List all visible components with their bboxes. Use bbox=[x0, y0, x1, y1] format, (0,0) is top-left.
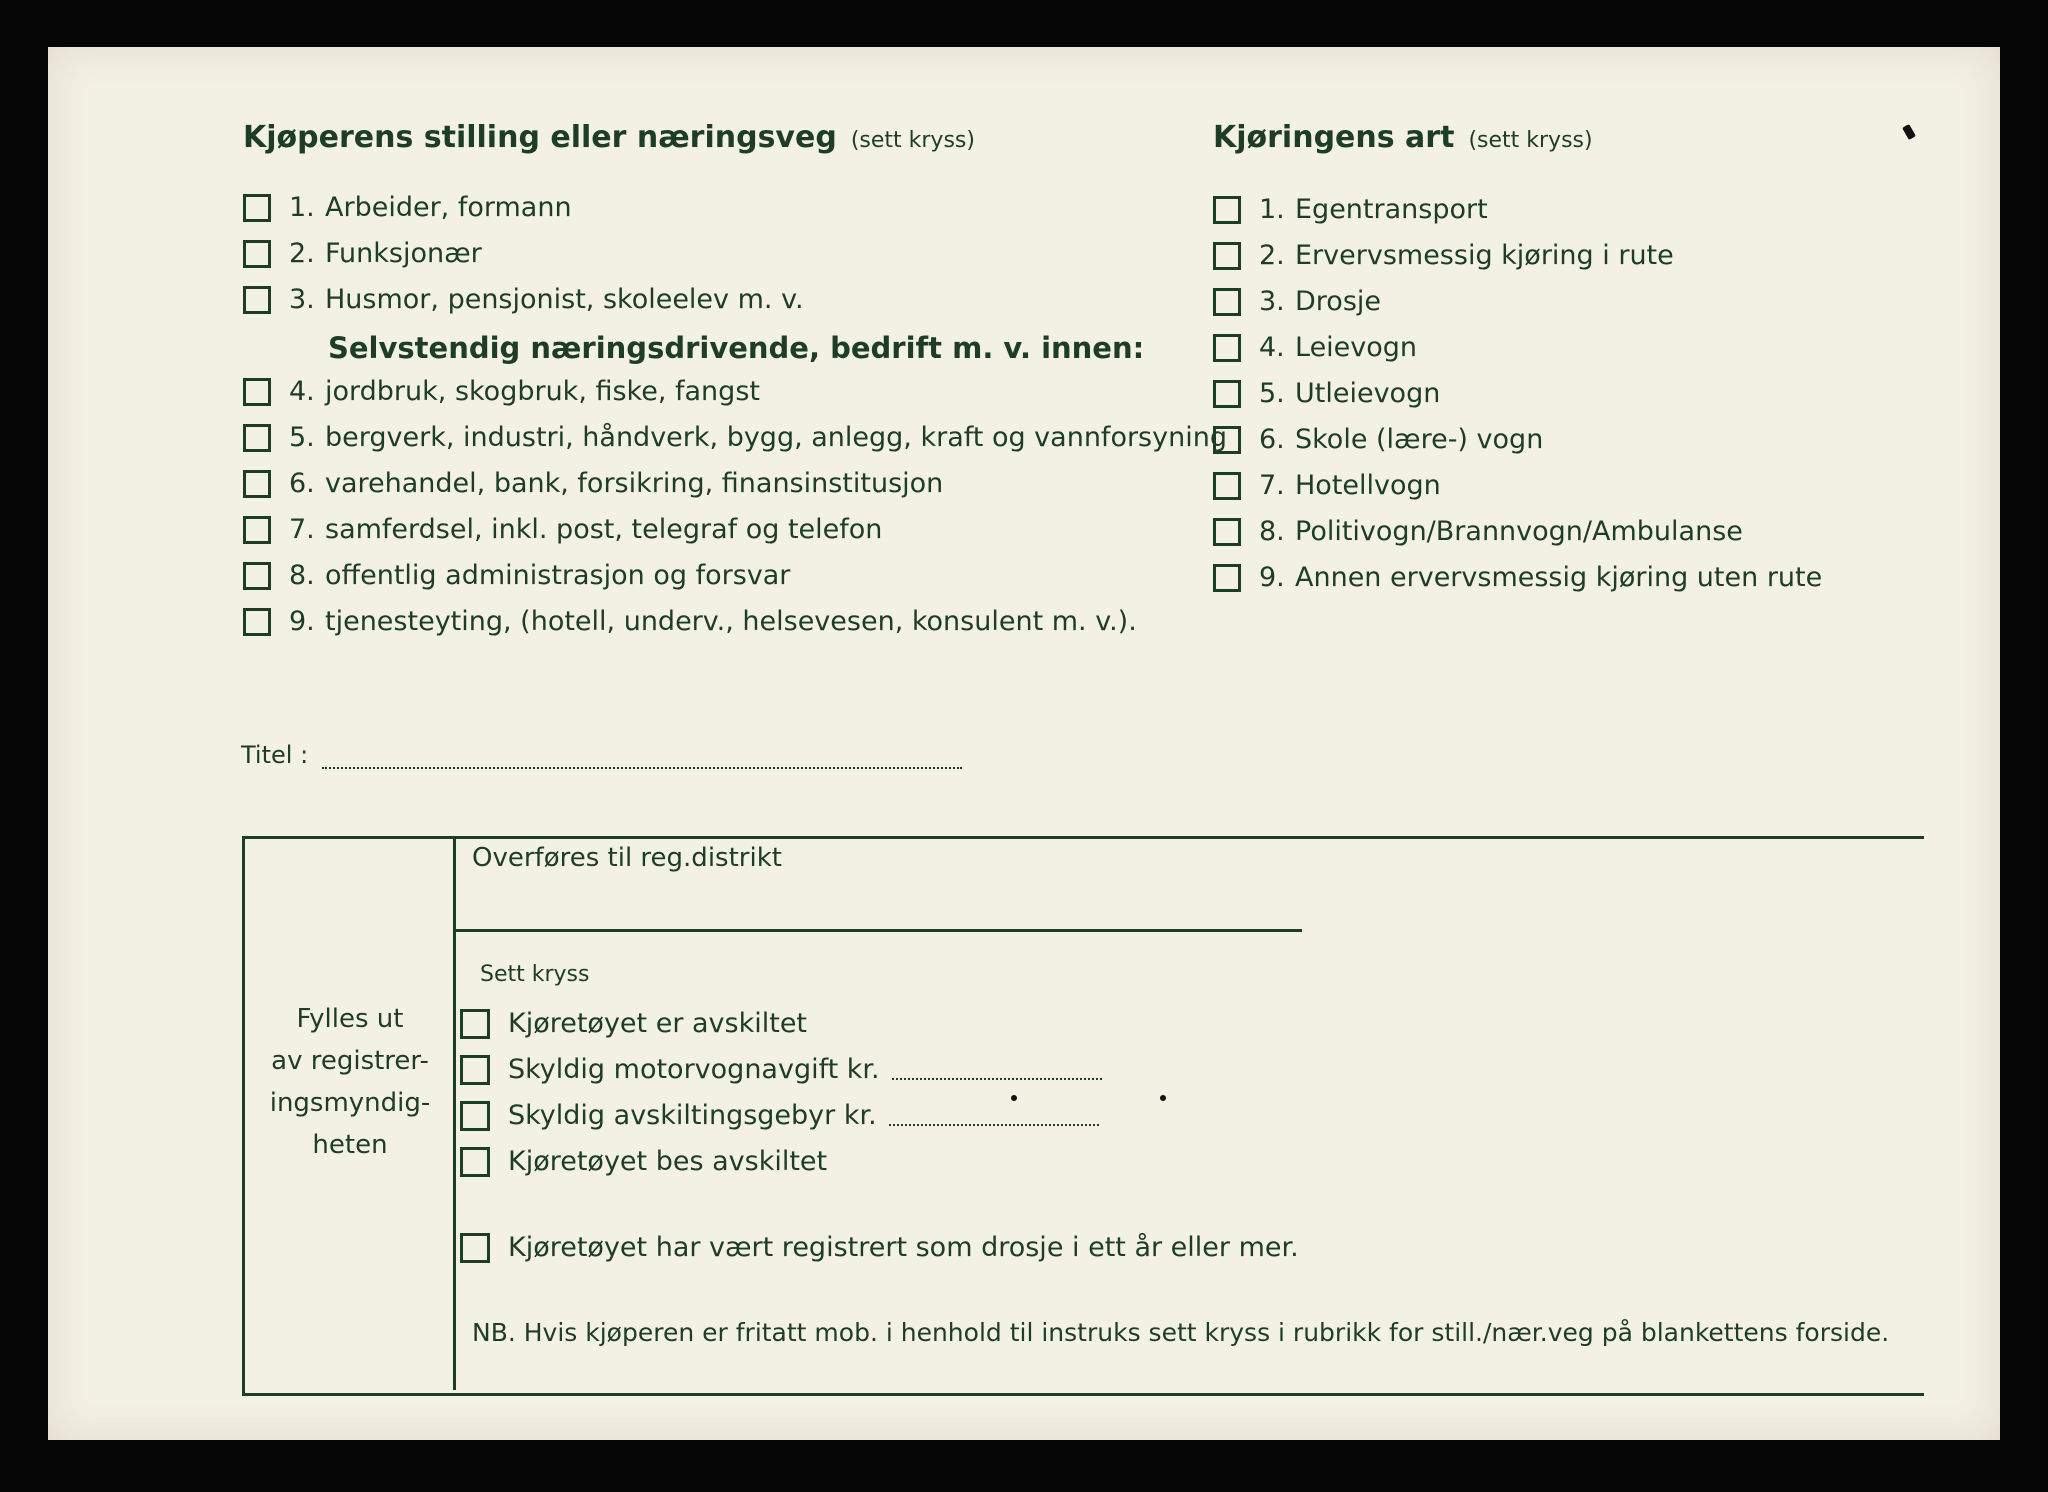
option-label: Hotellvogn bbox=[1295, 470, 1441, 501]
checkbox[interactable] bbox=[1213, 564, 1241, 592]
driving-type-option-1[interactable] bbox=[1213, 194, 1488, 225]
industry-option-7[interactable] bbox=[243, 514, 882, 545]
nb-note: NB. Hvis kjøperen er fritatt mob. i henhold til instruks sett kryss i rubrikk for still./nær.veg på blankettens forside. bbox=[472, 1318, 1890, 1347]
driving-type-option-3[interactable] bbox=[1213, 286, 1381, 317]
check-label: Kjøretøyet bes avskiltet bbox=[508, 1146, 828, 1177]
option-number: 8. bbox=[289, 560, 315, 591]
option-label: tjenesteyting, (hotell, underv., helsevesen, konsulent m. v.). bbox=[325, 606, 1137, 637]
sett-kryss-label: Sett kryss bbox=[480, 962, 590, 987]
box-divider-rule bbox=[453, 836, 456, 1390]
industry-option-5[interactable] bbox=[243, 422, 1227, 453]
option-number: 2. bbox=[1259, 240, 1285, 271]
industry-option-4[interactable] bbox=[243, 376, 760, 407]
right-heading-text: Kjøringens art bbox=[1213, 120, 1455, 155]
checkbox[interactable] bbox=[1213, 518, 1241, 546]
checkbox[interactable] bbox=[243, 240, 271, 268]
check-avskiltingsgebyr[interactable] bbox=[460, 1100, 1099, 1131]
option-label: offentlig administrasjon og forsvar bbox=[325, 560, 791, 591]
checkbox[interactable] bbox=[243, 424, 271, 452]
option-label: Drosje bbox=[1295, 286, 1381, 317]
check-motorvognavgift[interactable] bbox=[460, 1054, 1102, 1085]
option-number: 4. bbox=[289, 376, 315, 407]
option-number: 1. bbox=[1259, 194, 1285, 225]
checkbox[interactable] bbox=[460, 1055, 490, 1085]
checkbox[interactable] bbox=[1213, 426, 1241, 454]
industry-option-6[interactable] bbox=[243, 468, 943, 499]
box-left-rule bbox=[242, 836, 245, 1396]
checkbox[interactable] bbox=[243, 562, 271, 590]
checkbox[interactable] bbox=[1213, 196, 1241, 224]
driving-type-option-5[interactable] bbox=[1213, 378, 1440, 409]
right-heading-note: (sett kryss) bbox=[1468, 128, 1593, 153]
option-number: 3. bbox=[1259, 286, 1285, 317]
amount-dotted-line[interactable] bbox=[892, 1060, 1102, 1080]
check-drosje-registered[interactable] bbox=[460, 1232, 1299, 1263]
option-label: Husmor, pensjonist, skoleelev m. v. bbox=[325, 284, 804, 315]
transfer-district-line[interactable] bbox=[456, 929, 1302, 932]
option-number: 3. bbox=[289, 284, 315, 315]
option-number: 5. bbox=[1259, 378, 1285, 409]
ink-speck bbox=[1160, 1095, 1166, 1101]
checkbox[interactable] bbox=[460, 1233, 490, 1263]
checkbox[interactable] bbox=[460, 1147, 490, 1177]
checkbox[interactable] bbox=[243, 516, 271, 544]
option-label: Skole (lære-) vogn bbox=[1295, 424, 1544, 455]
option-number: 2. bbox=[289, 238, 315, 269]
side-line-1: Fylles ut bbox=[296, 1004, 404, 1034]
transfer-district-label: Overføres til reg.distrikt bbox=[472, 843, 782, 873]
occupation-option-2[interactable] bbox=[243, 238, 482, 269]
amount-dotted-line[interactable] bbox=[889, 1106, 1099, 1126]
option-number: 8. bbox=[1259, 516, 1285, 547]
driving-type-option-6[interactable] bbox=[1213, 424, 1543, 455]
checkbox[interactable] bbox=[243, 470, 271, 498]
option-number: 1. bbox=[289, 192, 315, 223]
industry-option-9[interactable] bbox=[243, 606, 1137, 637]
checkbox[interactable] bbox=[243, 378, 271, 406]
driving-type-option-8[interactable] bbox=[1213, 516, 1743, 547]
option-label: jordbruk, skogbruk, fiske, fangst bbox=[325, 376, 760, 407]
checkbox[interactable] bbox=[1213, 242, 1241, 270]
checkbox[interactable] bbox=[460, 1101, 490, 1131]
option-number: 7. bbox=[1259, 470, 1285, 501]
option-label: Arbeider, formann bbox=[325, 192, 572, 223]
box-top-rule bbox=[242, 836, 1924, 839]
occupation-option-3[interactable] bbox=[243, 284, 804, 315]
option-label: Ervervsmessig kjøring i rute bbox=[1295, 240, 1674, 271]
checkbox[interactable] bbox=[243, 194, 271, 222]
side-line-2: av registrer- bbox=[271, 1046, 429, 1076]
option-number: 5. bbox=[289, 422, 315, 453]
check-avskiltet[interactable] bbox=[460, 1008, 807, 1039]
option-label: bergverk, industri, håndverk, bygg, anlegg, kraft og vannforsyning bbox=[325, 422, 1227, 453]
titel-label: Titel : bbox=[241, 741, 309, 769]
self-employed-subheading: Selvstendig næringsdrivende, bedrift m. v. innen: bbox=[328, 331, 1145, 365]
driving-type-option-2[interactable] bbox=[1213, 240, 1674, 271]
check-bes-avskiltet[interactable] bbox=[460, 1146, 827, 1177]
authority-side-label bbox=[255, 998, 445, 1166]
side-line-3: ingsmyndig- bbox=[269, 1088, 431, 1118]
option-label: Utleievogn bbox=[1295, 378, 1441, 409]
left-heading-note: (sett kryss) bbox=[850, 128, 975, 153]
option-number: 6. bbox=[289, 468, 315, 499]
driving-type-option-7[interactable] bbox=[1213, 470, 1441, 501]
option-label: varehandel, bank, forsikring, finansinstitusjon bbox=[325, 468, 944, 499]
checkbox[interactable] bbox=[460, 1009, 490, 1039]
option-label: Funksjonær bbox=[325, 238, 482, 269]
option-label: Annen ervervsmessig kjøring uten rute bbox=[1295, 562, 1823, 593]
checkbox[interactable] bbox=[243, 286, 271, 314]
option-number: 9. bbox=[289, 606, 315, 637]
checkbox[interactable] bbox=[243, 608, 271, 636]
checkbox[interactable] bbox=[1213, 334, 1241, 362]
industry-option-8[interactable] bbox=[243, 560, 790, 591]
check-label: Kjøretøyet er avskiltet bbox=[508, 1008, 808, 1039]
left-heading bbox=[243, 120, 975, 155]
option-label: Leievogn bbox=[1295, 332, 1418, 363]
checkbox[interactable] bbox=[1213, 288, 1241, 316]
left-heading-text: Kjøperens stilling eller næringsveg bbox=[243, 120, 837, 155]
ink-speck bbox=[1011, 1095, 1017, 1101]
option-number: 7. bbox=[289, 514, 315, 545]
option-label: samferdsel, inkl. post, telegraf og telefon bbox=[325, 514, 883, 545]
occupation-option-1[interactable] bbox=[243, 192, 572, 223]
option-number: 9. bbox=[1259, 562, 1285, 593]
driving-type-option-9[interactable] bbox=[1213, 562, 1822, 593]
titel-field[interactable] bbox=[241, 741, 962, 769]
titel-dotted-line[interactable] bbox=[322, 749, 962, 769]
option-number: 4. bbox=[1259, 332, 1285, 363]
driving-type-option-4[interactable] bbox=[1213, 332, 1417, 363]
box-bottom-rule bbox=[242, 1393, 1924, 1396]
check-label: Kjøretøyet har vært registrert som drosje i ett år eller mer. bbox=[508, 1232, 1299, 1263]
right-heading bbox=[1213, 120, 1593, 155]
option-number: 6. bbox=[1259, 424, 1285, 455]
checkbox[interactable] bbox=[1213, 472, 1241, 500]
side-line-4: heten bbox=[312, 1130, 388, 1160]
checkbox[interactable] bbox=[1213, 380, 1241, 408]
check-label: Skyldig avskiltingsgebyr kr. bbox=[508, 1100, 877, 1131]
option-label: Egentransport bbox=[1295, 194, 1488, 225]
check-label: Skyldig motorvognavgift kr. bbox=[508, 1054, 880, 1085]
option-label: Politivogn/Brannvogn/Ambulanse bbox=[1295, 516, 1743, 547]
